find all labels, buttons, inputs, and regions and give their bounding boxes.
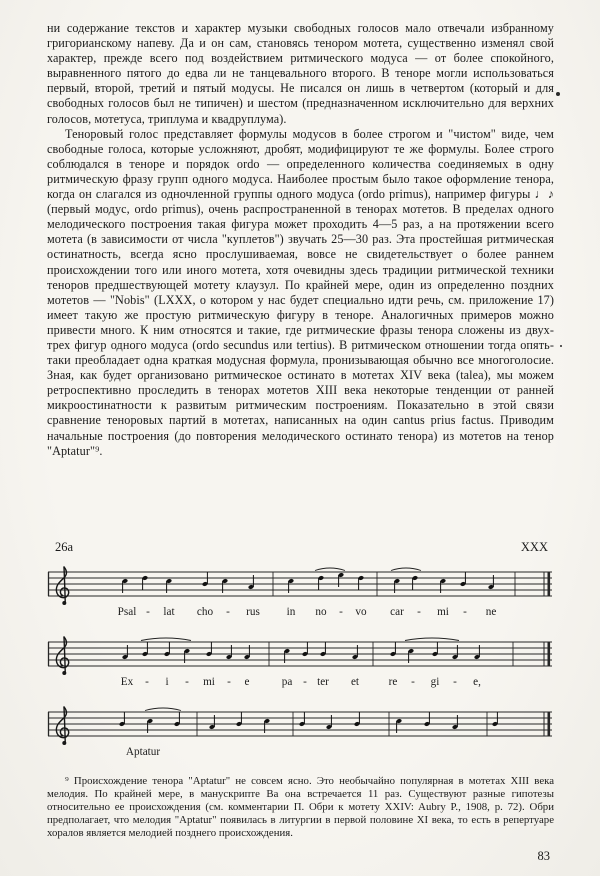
lyric-syllable: re — [388, 676, 398, 688]
lyric-syllable: - — [226, 606, 230, 618]
lyric-syllable: - — [339, 606, 343, 618]
lyric-syllable: e, — [473, 676, 481, 688]
footnote: ⁹ Происхождение тенора "Aptatur" не совсем ясно. Это необычайно популярная в мотетах XIII века мелодия. По крайней мере, в манускрипте Ba она встречается 11 раз. Существуют разные гипотезы относительно ее происхождения (см. комментарии П. Обри к мотету XXIV: Aubry P., 1908, p. 72). Обри предполагает, что мелодия "Aptatur" появилась в литургии в первой половине XI века, то есть в репертуаре хоралов является мелодией позднего происхождения. — [47, 775, 554, 840]
music-example — [47, 562, 553, 772]
lyric-syllable: ne — [485, 606, 497, 618]
lyric-syllable: - — [146, 606, 150, 618]
lyric-syllable: pa — [281, 676, 293, 688]
music-staff-tenor — [47, 702, 553, 772]
lyric-syllable: car — [390, 606, 404, 618]
lyric-syllable: vo — [355, 606, 367, 618]
lyric-syllable: cho — [196, 606, 214, 618]
lyric-syllable: e — [244, 676, 250, 688]
lyric-syllable: Ex — [120, 676, 134, 688]
lyric-syllable: ter — [317, 676, 329, 688]
lyric-syllable: - — [417, 606, 421, 618]
lyric-syllable: - — [227, 676, 231, 688]
tenor-label-line — [47, 746, 553, 762]
lyric-syllable: gi — [430, 676, 440, 688]
lyric-syllable: - — [185, 676, 189, 688]
lyric-syllable: et — [350, 676, 360, 688]
example-labels — [47, 540, 554, 555]
page-number: 83 — [537, 849, 550, 863]
body-paragraph-2: Теноровый голос представляет формулы модусов в более строгом и "чистом" виде, чем свободные голоса, которые усложняют, дробят, модифицируют те же формулы. Более строго соблюдался в теноре и порядок ordo — определенного количества соединяемых в одну ритмическую фразу групп одного модуса. Наиболее простым было такое оформление тенора, когда он слагался из одночленной группы одного модуса (ordo primus), например фигуры ♩♪ (первый модус, ordo primus), очень распространенной в тенорах мотетов. В пределах одного мелодического построения такая фигура может проходить 4—5 раз, а на протяжении всего мотета (в зависимости от числа "куплетов") звучать 25—30 раз. Эта простейшая ритмическая остинатность, всегда ясно прослушиваемая, вовсе не свидетельствует о более раннем происхождении того или иного мотета, хотя очевидны здесь традиции ритмической техники теноров предшествующей мотету клаузул. По крайней мере, один из определенно поздних мотетов — "Nobis" (LXXX, о котором у нас будет специально идти речь, см. приложение 17) имеет такую же простую ритмическую фигуру в теноре. Аналогичных примеров можно привести много. К ним относятся и такие, где ритмические фразы тенора сложены из двух-трех фигур одного модуса (ordo secundus или tertius). В ритмическом отношении тогда опять-таки преобладает одна краткая модусная формула, пронизывающая обычно все многоголосие. Зная, как будет организовано ритмическое остинато в мотетах XIV века (talea), мы можем ретроспективно проследить в тенорах мотетов XIII века некоторые тенденции от ранней микроостинатности к развитым ритмическим построениям. Показательно в этой связи сравнение теноровых партий в мотетах, написанных на один cantus prius factus. Приводим начальные построения (до повторения мелодического остинато тенора) из мотетов на тенор "Aptatur"⁹. — [47, 126, 554, 458]
body-paragraph-1: ни содержание текстов и характер музыки свободных голосов мало отвечали избранному григорианскому напеву. Да и он сам, становясь тенором мотета, существенно изменял свой характер, прежде всего под воздействием ритмического модуса — от более спокойного, выравненного пятого до едва ли не танцевального второго. В теноре могли использоваться первый, второй, третий и пятый модусы. Не писался он лишь в четвертом (который и для свободных голосов был не типичен) и шестом (предназначенном исключительно для верхних голосов, мотетуса, триплума и квадруплума). — [47, 21, 554, 126]
lyrics-line-2 — [47, 676, 553, 692]
lyric-syllable: Aptatur — [125, 746, 161, 758]
lyric-syllable: no — [315, 606, 327, 618]
lyric-syllable: - — [303, 676, 307, 688]
lyric-syllable: i — [165, 676, 169, 688]
music-staff-voice-1 — [47, 562, 553, 632]
lyric-syllable: rus — [246, 606, 260, 618]
example-label-left: 26a — [55, 540, 74, 554]
music-staff-voice-2 — [47, 632, 553, 702]
lyric-syllable: - — [453, 676, 457, 688]
lyric-syllable: - — [463, 606, 467, 618]
staff-notation — [47, 702, 553, 748]
lyric-syllable: - — [145, 676, 149, 688]
lyrics-line-1 — [47, 606, 553, 622]
lyric-syllable: mi — [437, 606, 449, 618]
staff-notation — [47, 562, 553, 608]
lyric-syllable: Psal — [117, 606, 137, 618]
body-text — [47, 21, 554, 459]
lyric-syllable: mi — [203, 676, 215, 688]
scan-artifact-dot — [560, 345, 562, 347]
staff-notation — [47, 632, 553, 678]
example-label-right: XXX — [520, 540, 548, 554]
scan-artifact-dot — [556, 92, 560, 96]
lyric-syllable: in — [286, 606, 296, 618]
lyric-syllable: lat — [163, 606, 175, 618]
lyric-syllable: - — [411, 676, 415, 688]
